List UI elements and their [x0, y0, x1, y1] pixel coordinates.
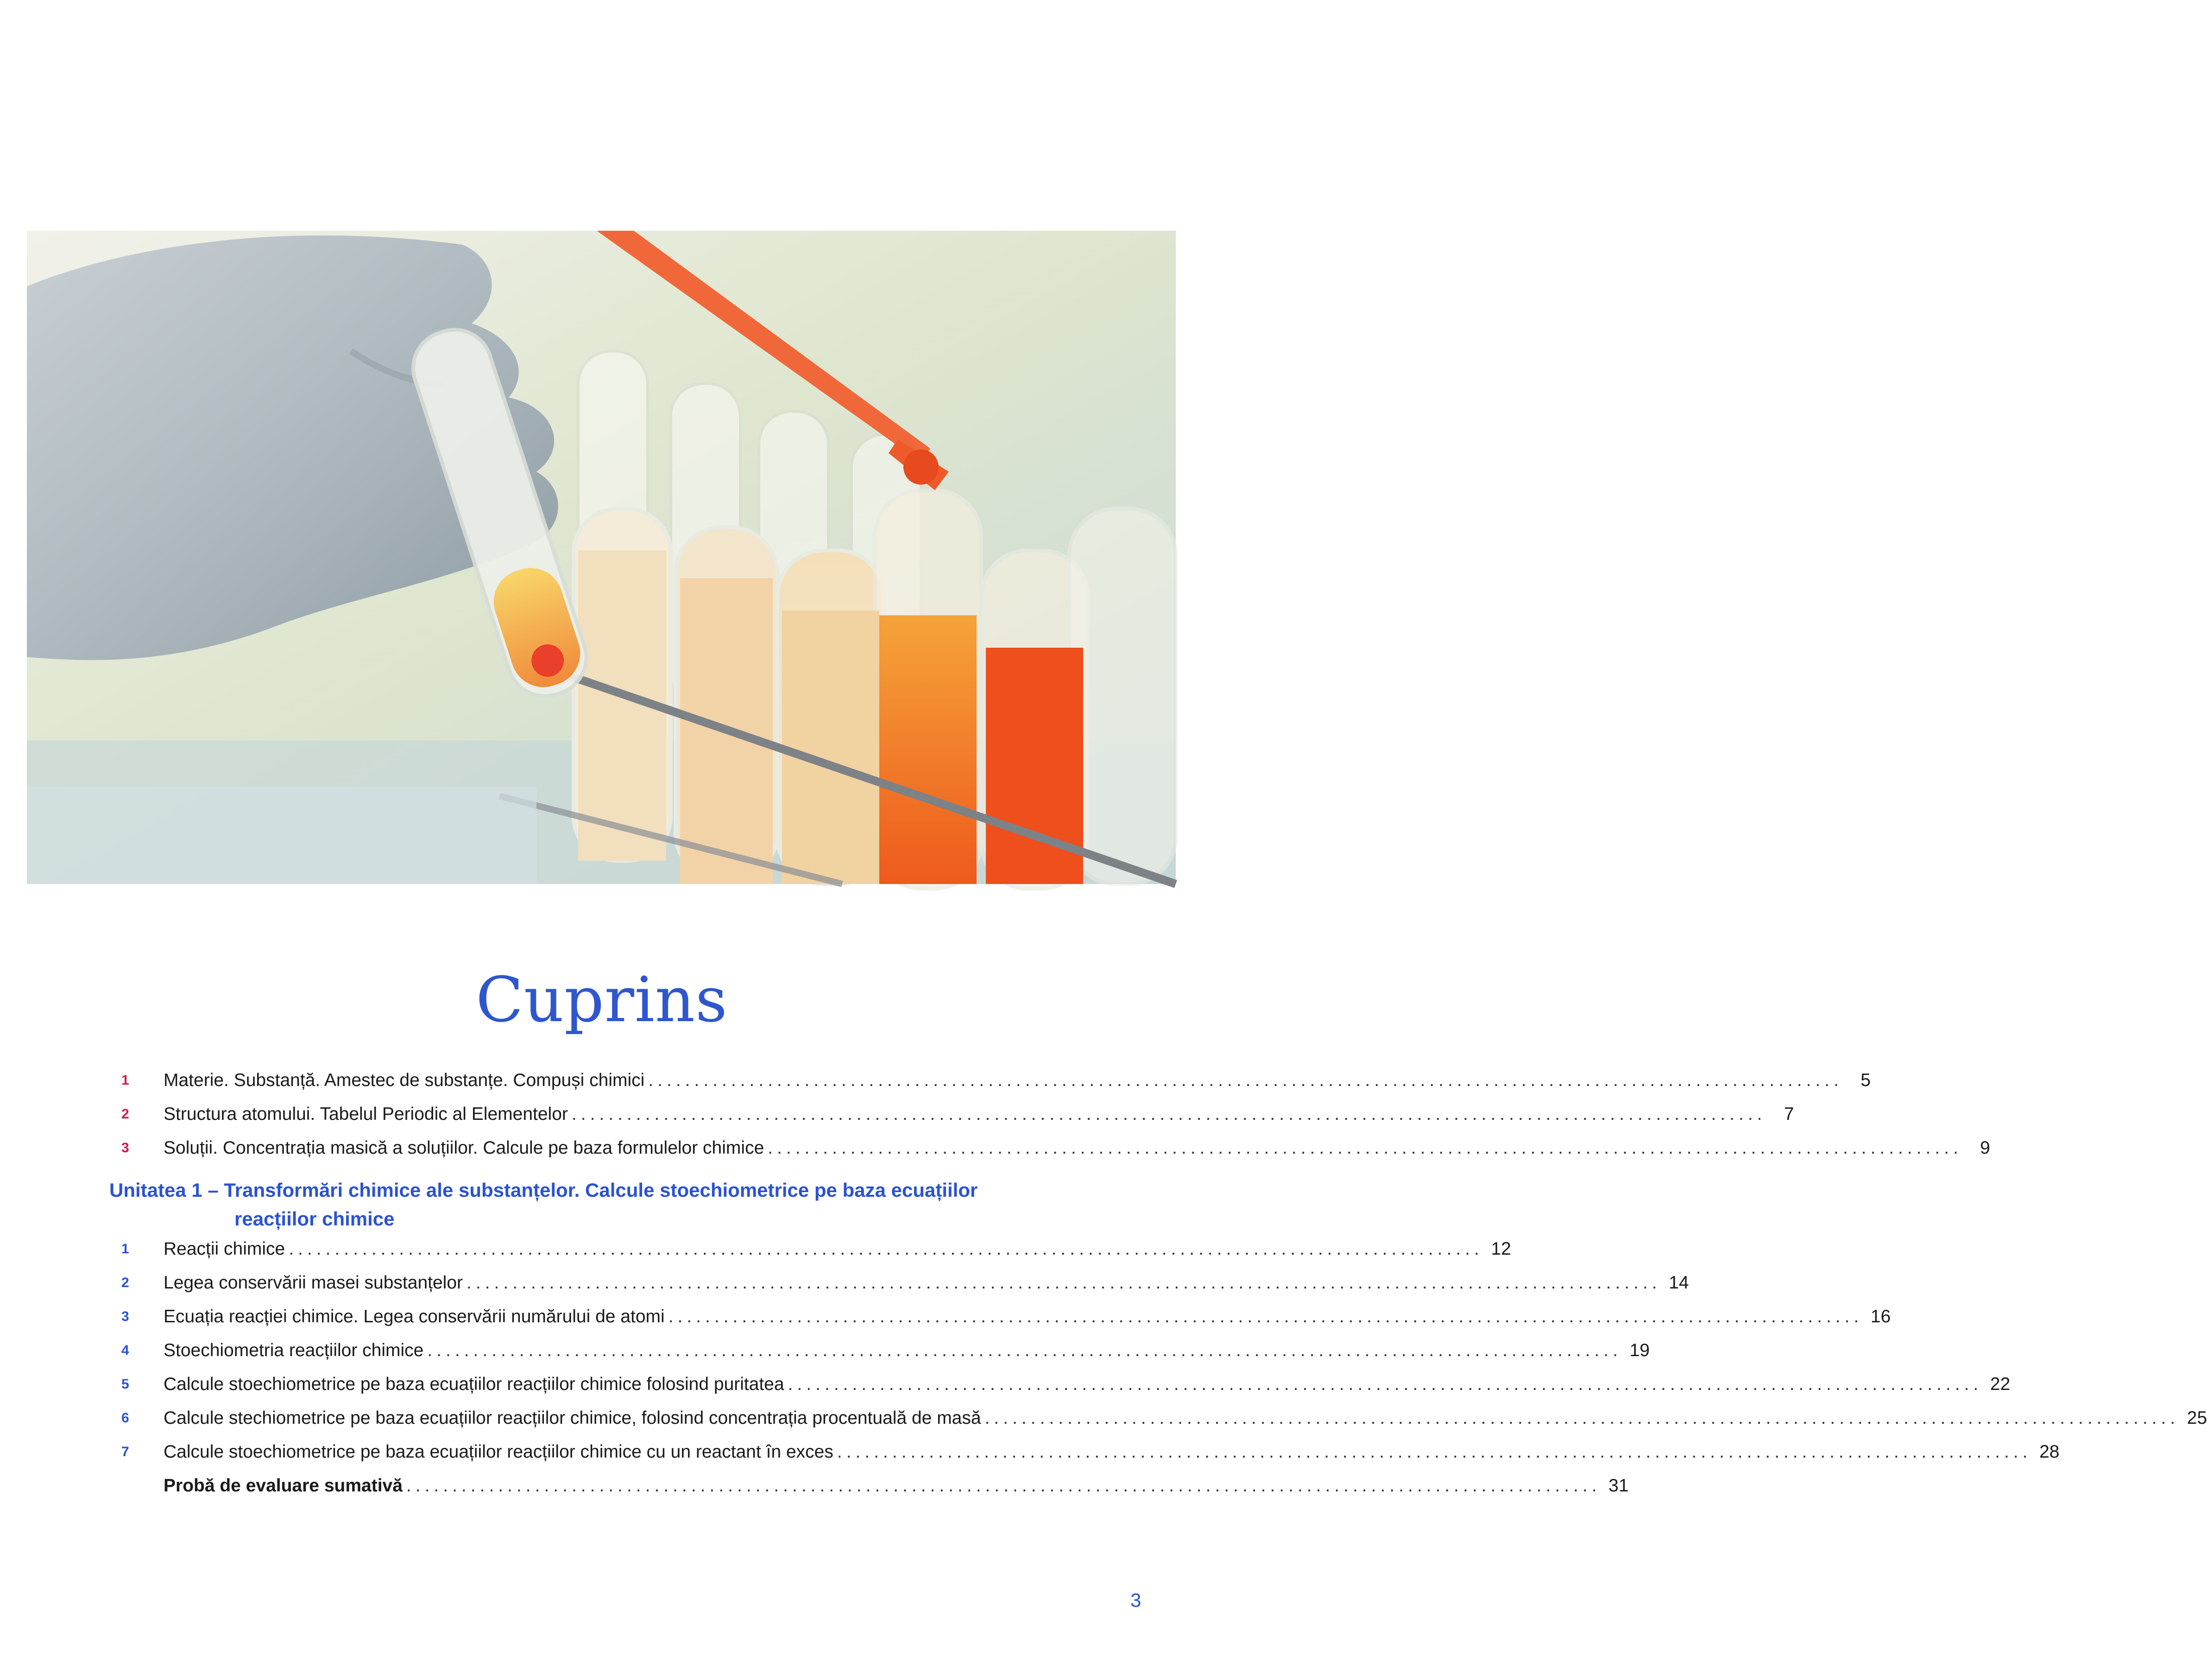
item-number: 1: [121, 1241, 129, 1257]
item-title: Reacții chimice: [164, 1239, 285, 1259]
header-photo: [27, 231, 1176, 884]
item-title: Calcule stechiometrice pe baza ecuațiilor reacțiilor chimice, folosind concentrația procentuală de masă: [164, 1408, 981, 1428]
toc-item[interactable]: [0, 1067, 1871, 1094]
leader-dots: ..................................................................................................................................: [289, 1239, 1483, 1259]
leader-dots: ..................................................................................................................................: [788, 1374, 1983, 1394]
item-page: 12: [1491, 1239, 1511, 1259]
leader-dots: ..................................................................................................................................: [768, 1138, 1962, 1158]
unit-heading-line1: Unitatea 1 – Transformări chimice ale substanțelor. Calcule stoechiometrice pe baza ecuațiilor: [109, 1179, 978, 1201]
item-page: 7: [1784, 1104, 1794, 1124]
item-number: 6: [121, 1410, 129, 1426]
item-title: Calcule stoechiometrice pe baza ecuațiilor reacțiilor chimice folosind puritatea: [164, 1374, 784, 1394]
page-number: 3: [1130, 1589, 1141, 1611]
leader-dots: ..................................................................................................................................: [467, 1273, 1661, 1293]
leader-dots: ..................................................................................................................................: [984, 1408, 2180, 1428]
item-page: 25: [2187, 1408, 2207, 1428]
item-number: 7: [121, 1444, 129, 1459]
toc-item[interactable]: [0, 1337, 1650, 1364]
item-page: 19: [1629, 1340, 1650, 1360]
item-page: 22: [1990, 1374, 2011, 1394]
unit-heading[interactable]: [109, 1176, 1105, 1233]
item-number: 2: [121, 1106, 129, 1122]
item-page: 16: [1870, 1307, 1891, 1326]
item-number: 2: [121, 1275, 129, 1290]
item-title: Calcule stoechiometrice pe baza ecuațiilor reacțiilor chimice cu un reactant în exces: [164, 1442, 833, 1462]
leader-dots: ..................................................................................................................................: [427, 1340, 1622, 1360]
item-number: 3: [121, 1140, 129, 1156]
unit-heading-line2: reacțiilor chimice: [234, 1208, 395, 1230]
toc-item[interactable]: [0, 1438, 2060, 1466]
item-title: Probă de evaluare sumativă: [164, 1476, 403, 1496]
leader-dots: ..................................................................................................................................: [668, 1307, 1863, 1326]
item-title: Materie. Substanță. Amestec de substanțe. Compuși chimici: [164, 1070, 645, 1090]
item-number: 1: [121, 1073, 129, 1088]
toc-item[interactable]: [0, 1371, 2011, 1398]
item-title: Structura atomului. Tabelul Periodic al Elementelor: [164, 1104, 568, 1124]
page-title: Cuprins: [476, 964, 728, 1036]
toc-item[interactable]: [0, 1404, 2207, 1432]
item-page: 14: [1669, 1273, 1689, 1293]
item-title: Stoechiometria reacțiilor chimice: [164, 1340, 424, 1360]
toc-item[interactable]: [0, 1134, 1990, 1162]
item-number: 3: [121, 1309, 129, 1324]
item-number: 5: [121, 1377, 129, 1392]
item-number: 4: [121, 1343, 129, 1358]
item-page: 31: [1608, 1476, 1629, 1496]
leader-dots: ..................................................................................................................................: [648, 1070, 1843, 1090]
toc-item[interactable]: [0, 1235, 1511, 1263]
toc-item[interactable]: [0, 1303, 1891, 1331]
item-title: Legea conservării masei substanțelor: [164, 1273, 463, 1293]
item-page: 28: [2039, 1442, 2060, 1462]
item-title: Soluții. Concentrația masică a soluțiilor. Calcule pe baza formulelor chimice: [164, 1138, 764, 1158]
toc-item[interactable]: [0, 1269, 1689, 1297]
item-page: 9: [1980, 1138, 1990, 1158]
leader-dots: ..................................................................................................................................: [571, 1104, 1766, 1124]
toc-item-assessment[interactable]: [0, 1472, 1629, 1500]
item-title: Ecuația reacției chimice. Legea conservării numărului de atomi: [164, 1307, 665, 1326]
item-page: 5: [1860, 1070, 1871, 1090]
leader-dots: ..................................................................................................................................: [837, 1442, 2032, 1462]
toc-item[interactable]: [0, 1100, 1794, 1128]
leader-dots: ..................................................................................................................................: [406, 1476, 1601, 1496]
